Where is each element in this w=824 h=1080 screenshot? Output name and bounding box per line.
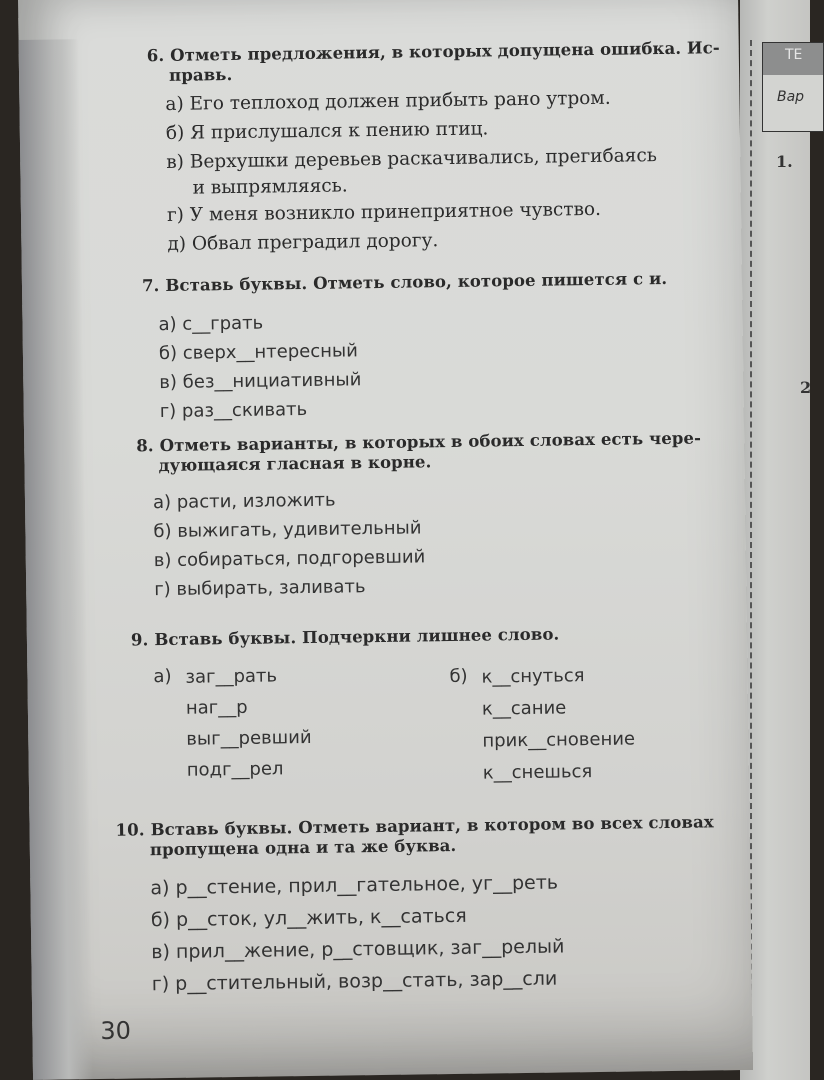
question-8-option-c: в) собираться, подгоревший — [153, 546, 426, 572]
question-10-title-line1: Вставь буквы. Отметь вариант, в котором во всех словах — [150, 812, 714, 840]
question-9-title — [131, 622, 731, 650]
question-9-col-a-word: выг__ревший — [186, 726, 312, 750]
question-9 — [131, 622, 733, 810]
question-9-number: 9. — [130, 630, 149, 650]
question-9-col-b-label: б) — [449, 665, 468, 688]
question-7-option-a: а) с__грать — [158, 312, 264, 336]
question-8-option-d: г) выбирать, заливать — [154, 576, 366, 601]
question-9-col-b-word: к__снуться — [481, 665, 585, 688]
question-6-option-d: г) У меня возникло принеприятное чувство. — [166, 198, 602, 226]
question-6-title-line2: правь. — [168, 65, 233, 85]
question-6-option-b: б) Я прислушался к пению птиц. — [165, 118, 489, 144]
adjacent-item-number: 1. — [776, 152, 793, 171]
question-10-title-line2: пропущена одна и та же буква. — [149, 835, 457, 860]
question-9-col-b-word: к__сание — [481, 697, 567, 720]
question-7-option-d: г) раз__скивать — [159, 399, 308, 423]
question-10-option-a: а) р__стение, прил__гательное, уг__реть — [150, 871, 559, 900]
question-9-col-a-word: наг__р — [185, 696, 248, 719]
question-9-col-a-word: подг__рел — [186, 758, 284, 781]
question-9-col-b-word: к__снешься — [482, 761, 593, 784]
question-10-option-d: г) р__стительный, возр__стать, зар__сли — [151, 967, 558, 996]
question-7-number: 7. — [141, 276, 160, 296]
question-7 — [142, 268, 724, 426]
question-10-option-b: б) р__сток, ул__жить, к__саться — [150, 904, 467, 932]
adjacent-variant-label: Вар — [777, 89, 805, 105]
adjacent-test-header — [762, 42, 824, 132]
question-9-col-a-word: заг__рать — [185, 665, 278, 688]
question-8-number: 8. — [136, 436, 154, 456]
question-6-option-e: д) Обвал преградил дорогу. — [167, 230, 439, 255]
question-7-option-c: в) без__нициативный — [159, 369, 362, 394]
question-10 — [115, 812, 757, 1001]
question-6-option-c-cont: и выпрямляясь. — [192, 175, 348, 199]
page-number: 30 — [100, 1016, 132, 1045]
question-6 — [147, 38, 730, 259]
question-7-title-text: Вставь буквы. Отметь слово, которое пишется с и. — [165, 268, 668, 295]
question-7-title — [142, 268, 722, 296]
question-8 — [136, 428, 728, 604]
question-6-option-a: а) Его теплоход должен прибыть рано утром. — [165, 87, 611, 115]
question-7-option-b: б) сверх__нтересный — [158, 340, 358, 365]
question-8-title-line1: Отметь варианты, в которых в обоих словах есть чере- — [159, 428, 702, 456]
question-10-number: 10. — [115, 820, 145, 840]
question-6-title-line1: Отметь предложения, в которых допущена ошибка. Ис- — [170, 38, 720, 65]
adjacent-test-title: ТЕ — [763, 43, 823, 75]
workbook-page — [18, 0, 753, 1080]
question-8-option-b: б) выжигать, удивительный — [153, 517, 422, 543]
question-10-option-c: в) прил__жение, р__стовщик, заг__релый — [151, 935, 565, 964]
question-9-col-a-label: а) — [153, 665, 172, 688]
question-9-title-text: Вставь буквы. Подчеркни лишнее слово. — [154, 624, 560, 650]
adjacent-item-number-2: 2 — [800, 378, 812, 397]
question-8-title-line2: дующаяся гласная в корне. — [158, 452, 432, 476]
question-6-number: 6. — [146, 45, 165, 66]
question-8-option-a: а) расти, изложить — [152, 489, 336, 514]
question-6-option-c: в) Верхушки деревьев раскачивались, прегибаясь — [166, 145, 657, 173]
question-9-col-b-word: прик__сновение — [482, 728, 636, 752]
